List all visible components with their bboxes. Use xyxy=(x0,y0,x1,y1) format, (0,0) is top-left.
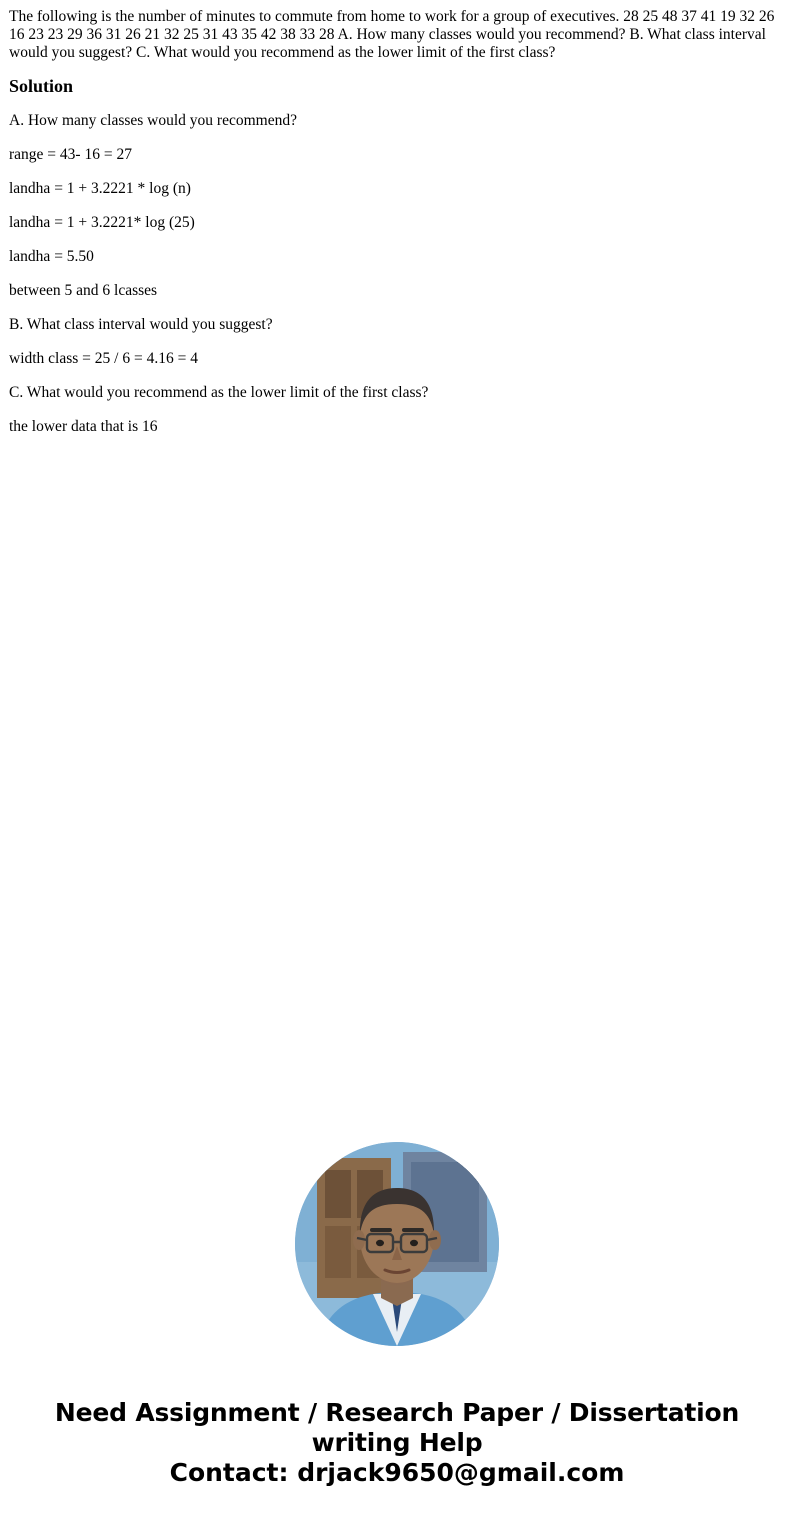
question-paragraph: The following is the number of minutes to commute from home to work for a group of executives. 28 25 48 37 41 19 32 26 16 23 23 29 36 31 26 21 32 25 31 43 35 42 38 33 28 A. How many classes would you recommend? B. What class interval would you suggest? C. What would you recommend as the lower limit of the first class? xyxy=(9,8,775,61)
solution-line-classes-conclusion: between 5 and 6 lcasses xyxy=(9,282,158,299)
solution-line-width-class: width class = 25 / 6 = 4.16 = 4 xyxy=(9,350,198,367)
footer-headline-line1: Need Assignment / Research Paper / Dissertation xyxy=(54,1398,740,1427)
solution-line-landha-value: landha = 5.50 xyxy=(9,248,94,265)
footer-headline-line2: writing Help xyxy=(311,1428,483,1457)
footer-block xyxy=(0,1142,794,1488)
solution-line-c-question: C. What would you recommend as the lower limit of the first class? xyxy=(9,384,429,401)
footer-contact: Contact: drjack9650@gmail.com xyxy=(169,1458,625,1487)
solution-line-landha-substituted: landha = 1 + 3.2221* log (25) xyxy=(9,214,195,231)
solution-line-range: range = 43- 16 = 27 xyxy=(9,146,132,163)
solution-line-lower-limit: the lower data that is 16 xyxy=(9,418,158,435)
solution-line-a-question: A. How many classes would you recommend? xyxy=(9,112,297,129)
solution-line-b-question: B. What class interval would you suggest? xyxy=(9,316,273,333)
footer-headline xyxy=(0,1398,794,1458)
solution-heading: Solution xyxy=(9,76,74,96)
solution-line-landha-formula: landha = 1 + 3.2221 * log (n) xyxy=(9,180,191,197)
avatar xyxy=(295,1142,499,1346)
avatar-wrap xyxy=(0,1142,794,1346)
